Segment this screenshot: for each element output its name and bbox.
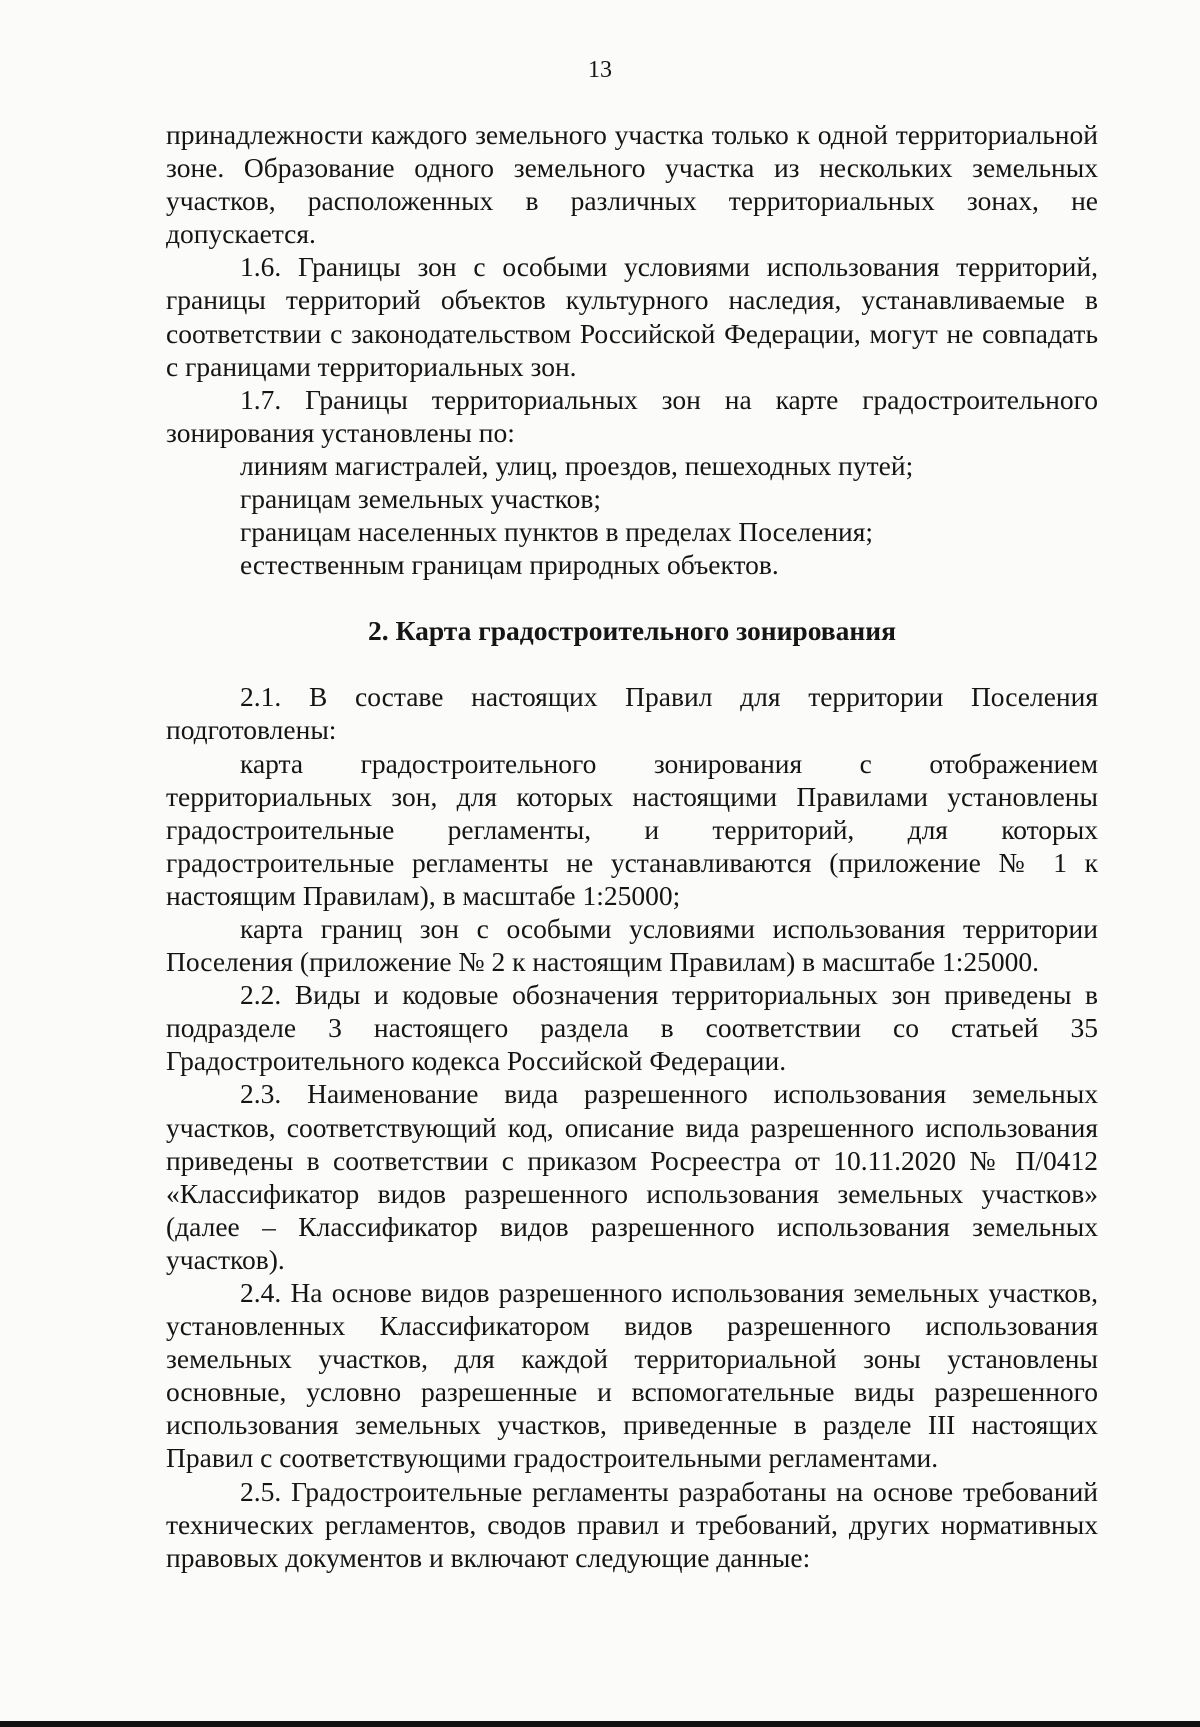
paragraph-2-1: 2.1. В составе настоящих Правил для территории Поселения подготовлены: <box>166 681 1098 746</box>
paragraph-2-5: 2.5. Градостроительные регламенты разработаны на основе требований технических регламентов, сводов правил и требований, других нормативных правовых документов и включают следующие данные: <box>166 1475 1098 1573</box>
list-item: линиям магистралей, улиц, проездов, пешеходных путей; <box>240 449 914 481</box>
document-body <box>166 118 1098 1574</box>
page-number: 13 <box>588 57 612 83</box>
paragraph-1-6: 1.6. Границы зон с особыми условиями использования территорий, границы территорий объектов культурного наследия, устанавливаемые в соответствии с законодательством Российской Федерации, могут не совпадать с границами территориальных зон. <box>166 251 1098 382</box>
list-item: границам земельных участков; <box>240 483 601 515</box>
scan-bottom-edge <box>0 1721 1200 1727</box>
paragraph-2-4: 2.4. На основе видов разрешенного использования земельных участков, установленных Классификатором видов разрешенного использования земельных участков, для каждой территориальной зоны установлены основные, условно разрешенные и вспомогательные виды разрешенного использования земельных участков, приведенные в разделе III настоящих Правил с соответствующими градостроительными регламентами. <box>166 1277 1098 1474</box>
list-item: естественным границам природных объектов. <box>240 549 779 581</box>
paragraph-2-2: 2.2. Виды и кодовые обозначения территориальных зон приведены в подразделе 3 настоящего раздела в соответствии со статьей 35 Градостроительного кодекса Российской Федерации. <box>166 979 1098 1077</box>
paragraph-2-3: 2.3. Наименование вида разрешенного использования земельных участков, соответствующий код, описание вида разрешенного использования приведены в соответствии с приказом Росреестра от 10.11.2020 № П/0412 «Классификатор видов разрешенного использования земельных участков» (далее – Классификатор видов разрешенного использования земельных участков). <box>166 1078 1098 1275</box>
paragraph-1-5-continuation: принадлежности каждого земельного участка только к одной территориальной зоне. Образование одного земельного участка из нескольких земельных участков, расположенных в различных территориальных зонах, не допускается. <box>166 119 1098 250</box>
list-item: границам населенных пунктов в пределах Поселения; <box>240 516 874 548</box>
paragraph-2-1-map-2: карта границ зон с особыми условиями использования территории Поселения (приложение № 2 к настоящим Правилам) в масштабе 1:25000. <box>166 912 1098 978</box>
paragraph-2-1-map-1: карта градостроительного зонирования с отображением территориальных зон, для которых настоящими Правилами установлены градостроительные регламенты, и территорий, для которых градостроительные регламенты не устанавливаются (приложение № 1 к настоящим Правилам), в масштабе 1:25000; <box>166 747 1098 911</box>
paragraph-1-7: 1.7. Границы территориальных зон на карте градостроительного зонирования установлены по: <box>166 383 1098 448</box>
section-heading: 2. Карта градостроительного зонирования <box>368 615 896 647</box>
